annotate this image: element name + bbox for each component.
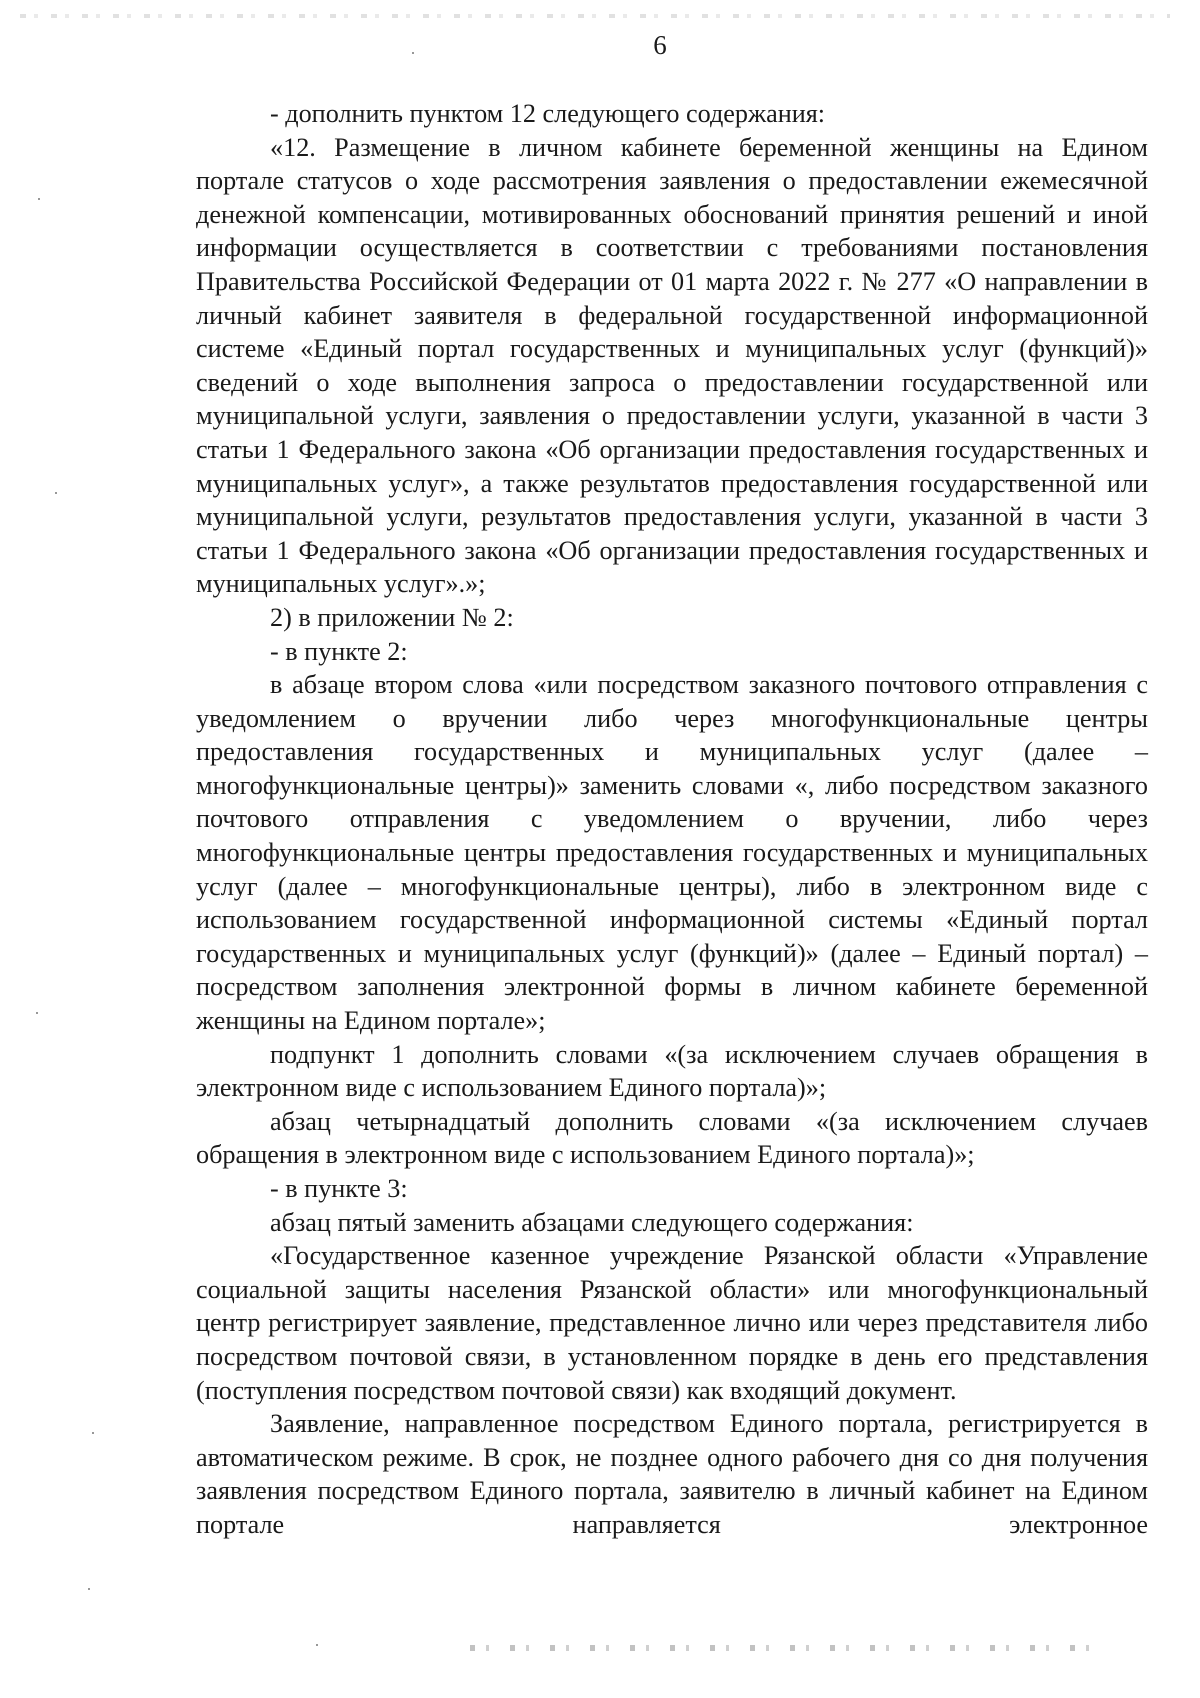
document-body — [196, 97, 1148, 1542]
paragraph-abzac-14: абзац четырнадцатый дополнить словами «(за исключением случаев обращения в электронном виде с использованием Единого портала)»; — [196, 1106, 1148, 1170]
paragraph-application-registration: Заявление, направленное посредством Единого портала, регистрируется в автоматическом режиме. В срок, не позднее одного рабочего дня со дня получения заявления посредством Единого портала, заявителю в личный кабинет на Едином портале направляется электронное — [196, 1409, 1148, 1539]
paragraph-point-2-heading: - в пункте 2: — [270, 636, 408, 666]
scan-artifact-bottom — [470, 1645, 1110, 1651]
page-number: 6 — [653, 30, 667, 60]
paragraph-add-point-12: - дополнить пунктом 12 следующего содержания: — [270, 99, 826, 128]
scan-speck — [36, 1012, 38, 1014]
paragraph-subpoint-1: подпункт 1 дополнить словами «(за исключением случаев обращения в электронном виде с использованием Единого портала)»; — [196, 1039, 1148, 1103]
paragraph-abzac-5: абзац пятый заменить абзацами следующего содержания: — [270, 1207, 914, 1237]
scan-speck — [92, 1432, 94, 1434]
paragraph-second-abzac: в абзаце втором слова «или посредством заказного почтового отправления с уведомлением о вручении либо через многофункциональные центры предоставления государственных и муниципальных услуг (далее – многофункциональные центры)» заменить словами «, либо посредством заказного почтового отправления с уведомлением о вручении, либо через многофункциональные центры предоставления государственных и муниципальных услуг (далее – многофункциональные центры), либо в электронном виде с использованием государственной информационной системы «Единый портал государственных и муниципальных услуг (функций)» (далее – Единый портал) – посредством заполнения электронной формы в личном кабинете беременной женщины на Едином портале»; — [196, 670, 1148, 1036]
paragraph-appendix-2: 2) в приложении № 2: — [270, 602, 514, 632]
paragraph-point-3-heading: - в пункте 3: — [270, 1174, 408, 1203]
scan-speck — [316, 1644, 318, 1646]
paragraph-point-12: «12. Размещение в личном кабинете беременной женщины на Едином портале статусов о ходе рассмотрения заявления о предоставлении ежемесячной денежной компенсации, мотивированных обоснований принятия решений и иной информации осуществляется в соответствии с требованиями постановления Правительства Российской Федерации от 01 марта 2022 г. № 277 «О направлении в личный кабинет заявителя в федеральной государственной информационной системе «Единый портал государственных и муниципальных услуг (функций)» сведений о ходе выполнения запроса о предоставлении государственной или муниципальной услуги, заявления о предоставлении услуги, указанной в части 3 статьи 1 Федерального закона «Об организации предоставления государственных и муниципальных услуг», а также результатов предоставления государственной или муниципальной услуги, результатов предоставления услуги, указанной в части 3 статьи 1 Федерального закона «Об организации предоставления государственных и муниципальных услуг».»; — [196, 132, 1148, 599]
scan-speck — [38, 198, 40, 200]
scan-speck — [55, 492, 57, 494]
paragraph-state-institution: «Государственное казенное учреждение Рязанской области «Управление социальной защиты населения Рязанской области» или многофункциональный центр регистрирует заявление, представленное лично или через представителя либо посредством почтовой связи, в установленном порядке в день его представления (поступления посредством почтовой связи) как входящий документ. — [196, 1241, 1148, 1405]
scan-speck — [88, 1588, 90, 1590]
scan-artifact-top — [20, 14, 1170, 18]
scan-speck — [412, 52, 414, 54]
